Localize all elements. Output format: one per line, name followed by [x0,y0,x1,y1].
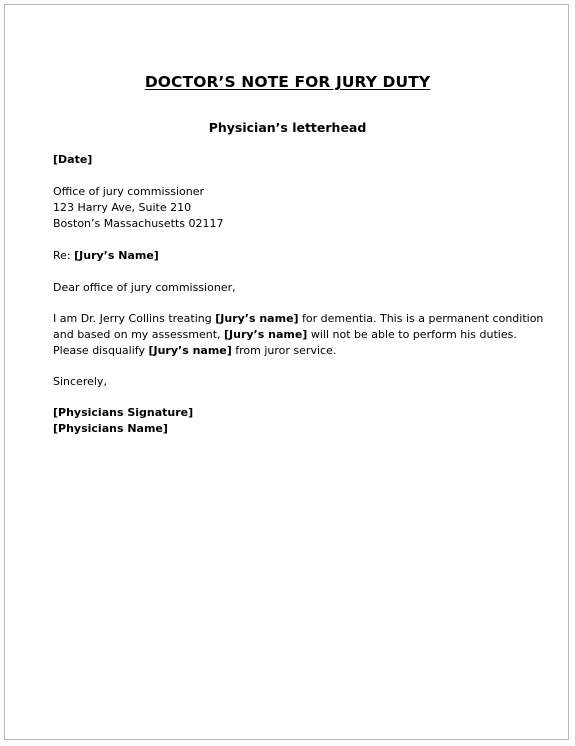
body-text: Please disqualify [53,344,149,357]
re-prefix: Re: [53,249,75,262]
body-line-1 [53,311,543,327]
body-text: will not be able to perform his duties. [307,328,517,341]
jury-name-placeholder: [Jury’s name] [215,312,299,325]
body-line-2 [53,327,517,343]
document-title: DOCTOR’S NOTE FOR JURY DUTY [144,73,431,91]
salutation: Dear office of jury commissioner, [53,281,236,294]
body-text: I am Dr. Jerry Collins treating [53,312,216,325]
document-page [4,4,569,740]
jury-name-placeholder: [Jury’s name] [148,344,232,357]
body-line-3 [53,343,336,359]
letterhead-label: Physician’s letterhead [208,120,367,135]
closing: Sincerely, [53,375,107,388]
body-text: and based on my assessment, [53,328,225,341]
body-text: for dementia. This is a permanent condition [298,312,544,325]
re-line [53,248,159,264]
address-line-1: Office of jury commissioner [53,185,205,198]
body-text: from juror service. [231,344,337,357]
address-line-2: 123 Harry Ave, Suite 210 [53,201,192,214]
physician-name-placeholder: [Physicians Name] [53,422,168,435]
address-line-3: Boston’s Massachusetts 02117 [53,217,224,230]
re-jury-name: [Jury’s Name] [74,249,159,262]
jury-name-placeholder: [Jury’s name] [224,328,308,341]
date-placeholder: [Date] [53,153,93,166]
signature-placeholder: [Physicians Signature] [53,406,194,419]
